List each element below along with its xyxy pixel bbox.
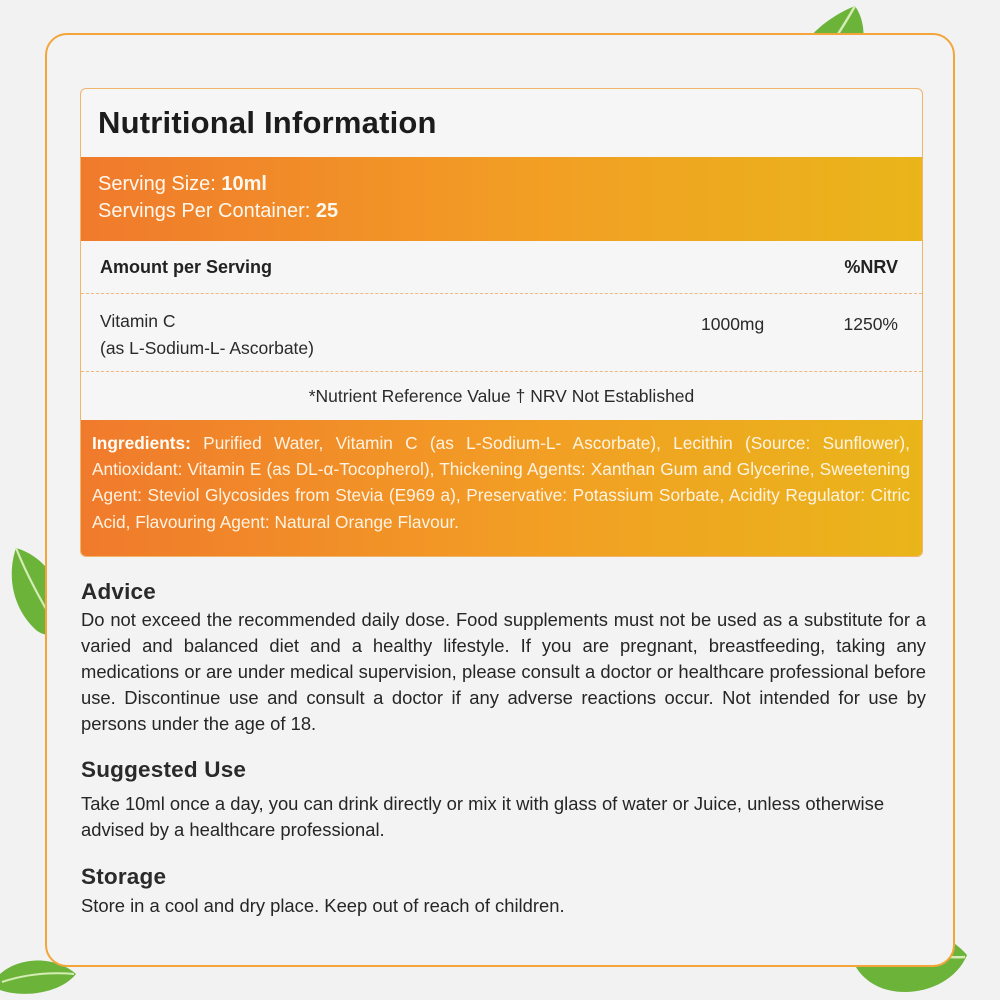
servings-label: Servings Per Container: [98,200,311,222]
storage-heading: Storage [81,864,167,889]
suggested-use-heading: Suggested Use [81,757,247,782]
servings-per-container [98,198,922,225]
ingredients-label: Ingredients: [92,433,191,453]
serving-size-label: Serving Size: [98,173,216,195]
ingredients-text: Purified Water, Vitamin C (as L-Sodium-L- Ascorbate), Lecithin (Source: Sunflower), Antioxidant: Vitamin E (as DL-α-Tocopherol), Thickening Agents: Xanthan Gum and Glycerine, Sweetening Agent: Steviol Glycosides from Stevia (E969 a), Preservative: Potassium Sorbate, Acidity Regulator: Citric Acid, Flavouring Agent: Natural Orange Flavour. [92,433,910,532]
nutrition-card [80,88,923,557]
serving-size [98,171,922,198]
storage-section [81,864,926,919]
nrv-footnote: *Nutrient Reference Value † NRV Not Established [308,385,695,406]
storage-text: Store in a cool and dry place. Keep out of reach of children. [81,895,565,916]
serving-size-value: 10ml [221,173,267,195]
nutrient-source: (as L-Sodium-L- Ascorbate) [100,338,314,358]
nutrient-amount: 1000mg [701,314,765,334]
nutrient-nrv: 1250% [843,314,898,334]
nutrient-name-cell [100,294,314,371]
ingredients-block [81,420,922,556]
suggested-use-text: Take 10ml once a day, you can drink directly or mix it with glass of water or Juice, unless otherwise advised by a healthcare professional. [81,793,885,840]
serving-info [81,157,922,241]
table-row [81,294,922,372]
suggested-use-section [81,757,926,843]
nutrient-name: Vitamin C [100,311,176,331]
nrv-header: %NRV [844,256,898,277]
amount-header: Amount per Serving [100,256,273,277]
advice-section [81,579,926,737]
nutrition-title: Nutritional Information [98,105,437,140]
servings-value: 25 [315,200,339,222]
advice-heading: Advice [81,579,156,604]
advice-text: Do not exceed the recommended daily dose. Food supplements must not be used as a substitute for a varied and balanced diet and a healthy lifestyle. If you are pregnant, breastfeeding, taking any medications or are under medical supervision, please consult a doctor or healthcare professional before use. Discontinue use and consult a doctor if any adverse reactions occur. Not intended for use by persons under the age of 18. [81,609,926,734]
table-header [81,241,922,294]
